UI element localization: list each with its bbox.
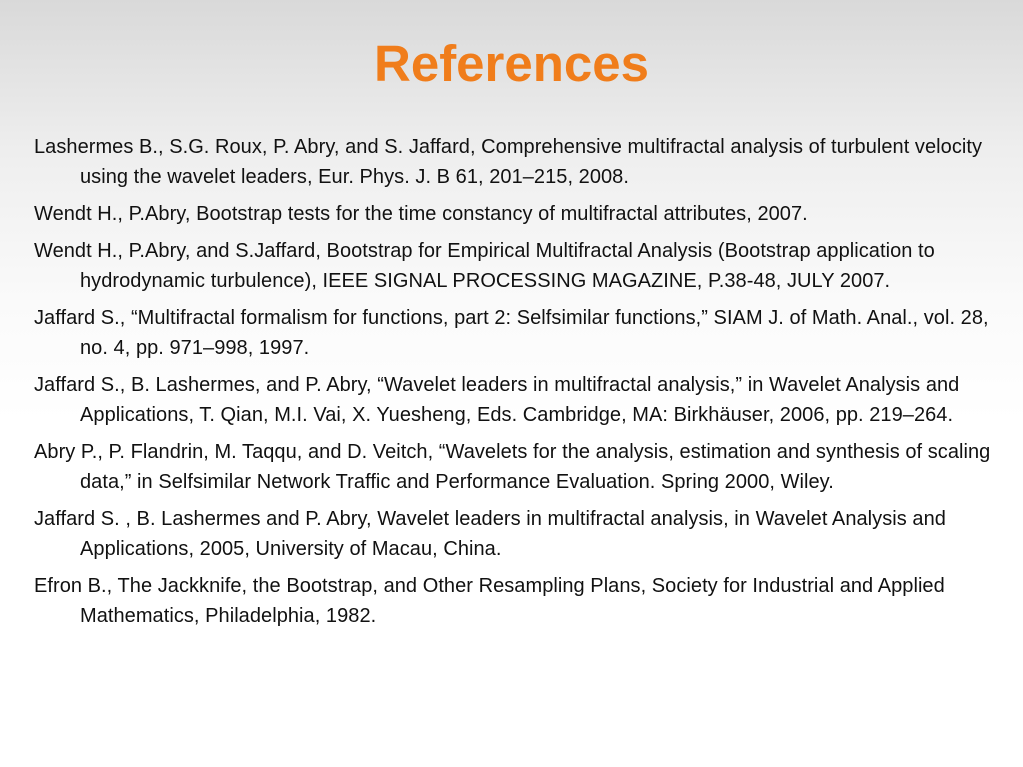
reference-item: Jaffard S., “Multifractal formalism for functions, part 2: Selfsimilar functions,” SIAM J. of Math. Anal., vol. 28, no. 4, pp. 971–998, 1997. [34,307,989,359]
reference-item: Lashermes B., S.G. Roux, P. Abry, and S. Jaffard, Comprehensive multifractal analysis of turbulent velocity using the wavelet leaders, Eur. Phys. J. B 61, 201–215, 2008. [34,136,983,188]
reference-item: Jaffard S., B. Lashermes, and P. Abry, “Wavelet leaders in multifractal analysis,” in Wavelet Analysis and Applications, T. Qian, M.I. Vai, X. Yuesheng, Eds. Cambridge, MA: Birkhäuser, 2006, pp. 219–264. [34,374,960,426]
reference-list [34,132,994,638]
reference-item: Wendt H., P.Abry, and S.Jaffard, Bootstrap for Empirical Multifractal Analysis (Bootstrap application to hydrodynamic turbulence), IEEE SIGNAL PROCESSING MAGAZINE, P.38-48, JULY 2007. [34,240,935,292]
reference-item: Jaffard S. , B. Lashermes and P. Abry, Wavelet leaders in multifractal analysis, in Wavelet Analysis and Applications, 2005, University of Macau, China. [34,508,946,560]
reference-item: Efron B., The Jackknife, the Bootstrap, and Other Resampling Plans, Society for Industrial and Applied Mathematics, Philadelphia, 1982. [34,575,945,627]
reference-item: Abry P., P. Flandrin, M. Taqqu, and D. Veitch, “Wavelets for the analysis, estimation and synthesis of scaling data,” in Selfsimilar Network Traffic and Performance Evaluation. Spring 2000, Wiley. [34,441,991,493]
reference-item: Wendt H., P.Abry, Bootstrap tests for the time constancy of multifractal attributes, 2007. [34,203,808,225]
slide-title: References [374,35,649,92]
